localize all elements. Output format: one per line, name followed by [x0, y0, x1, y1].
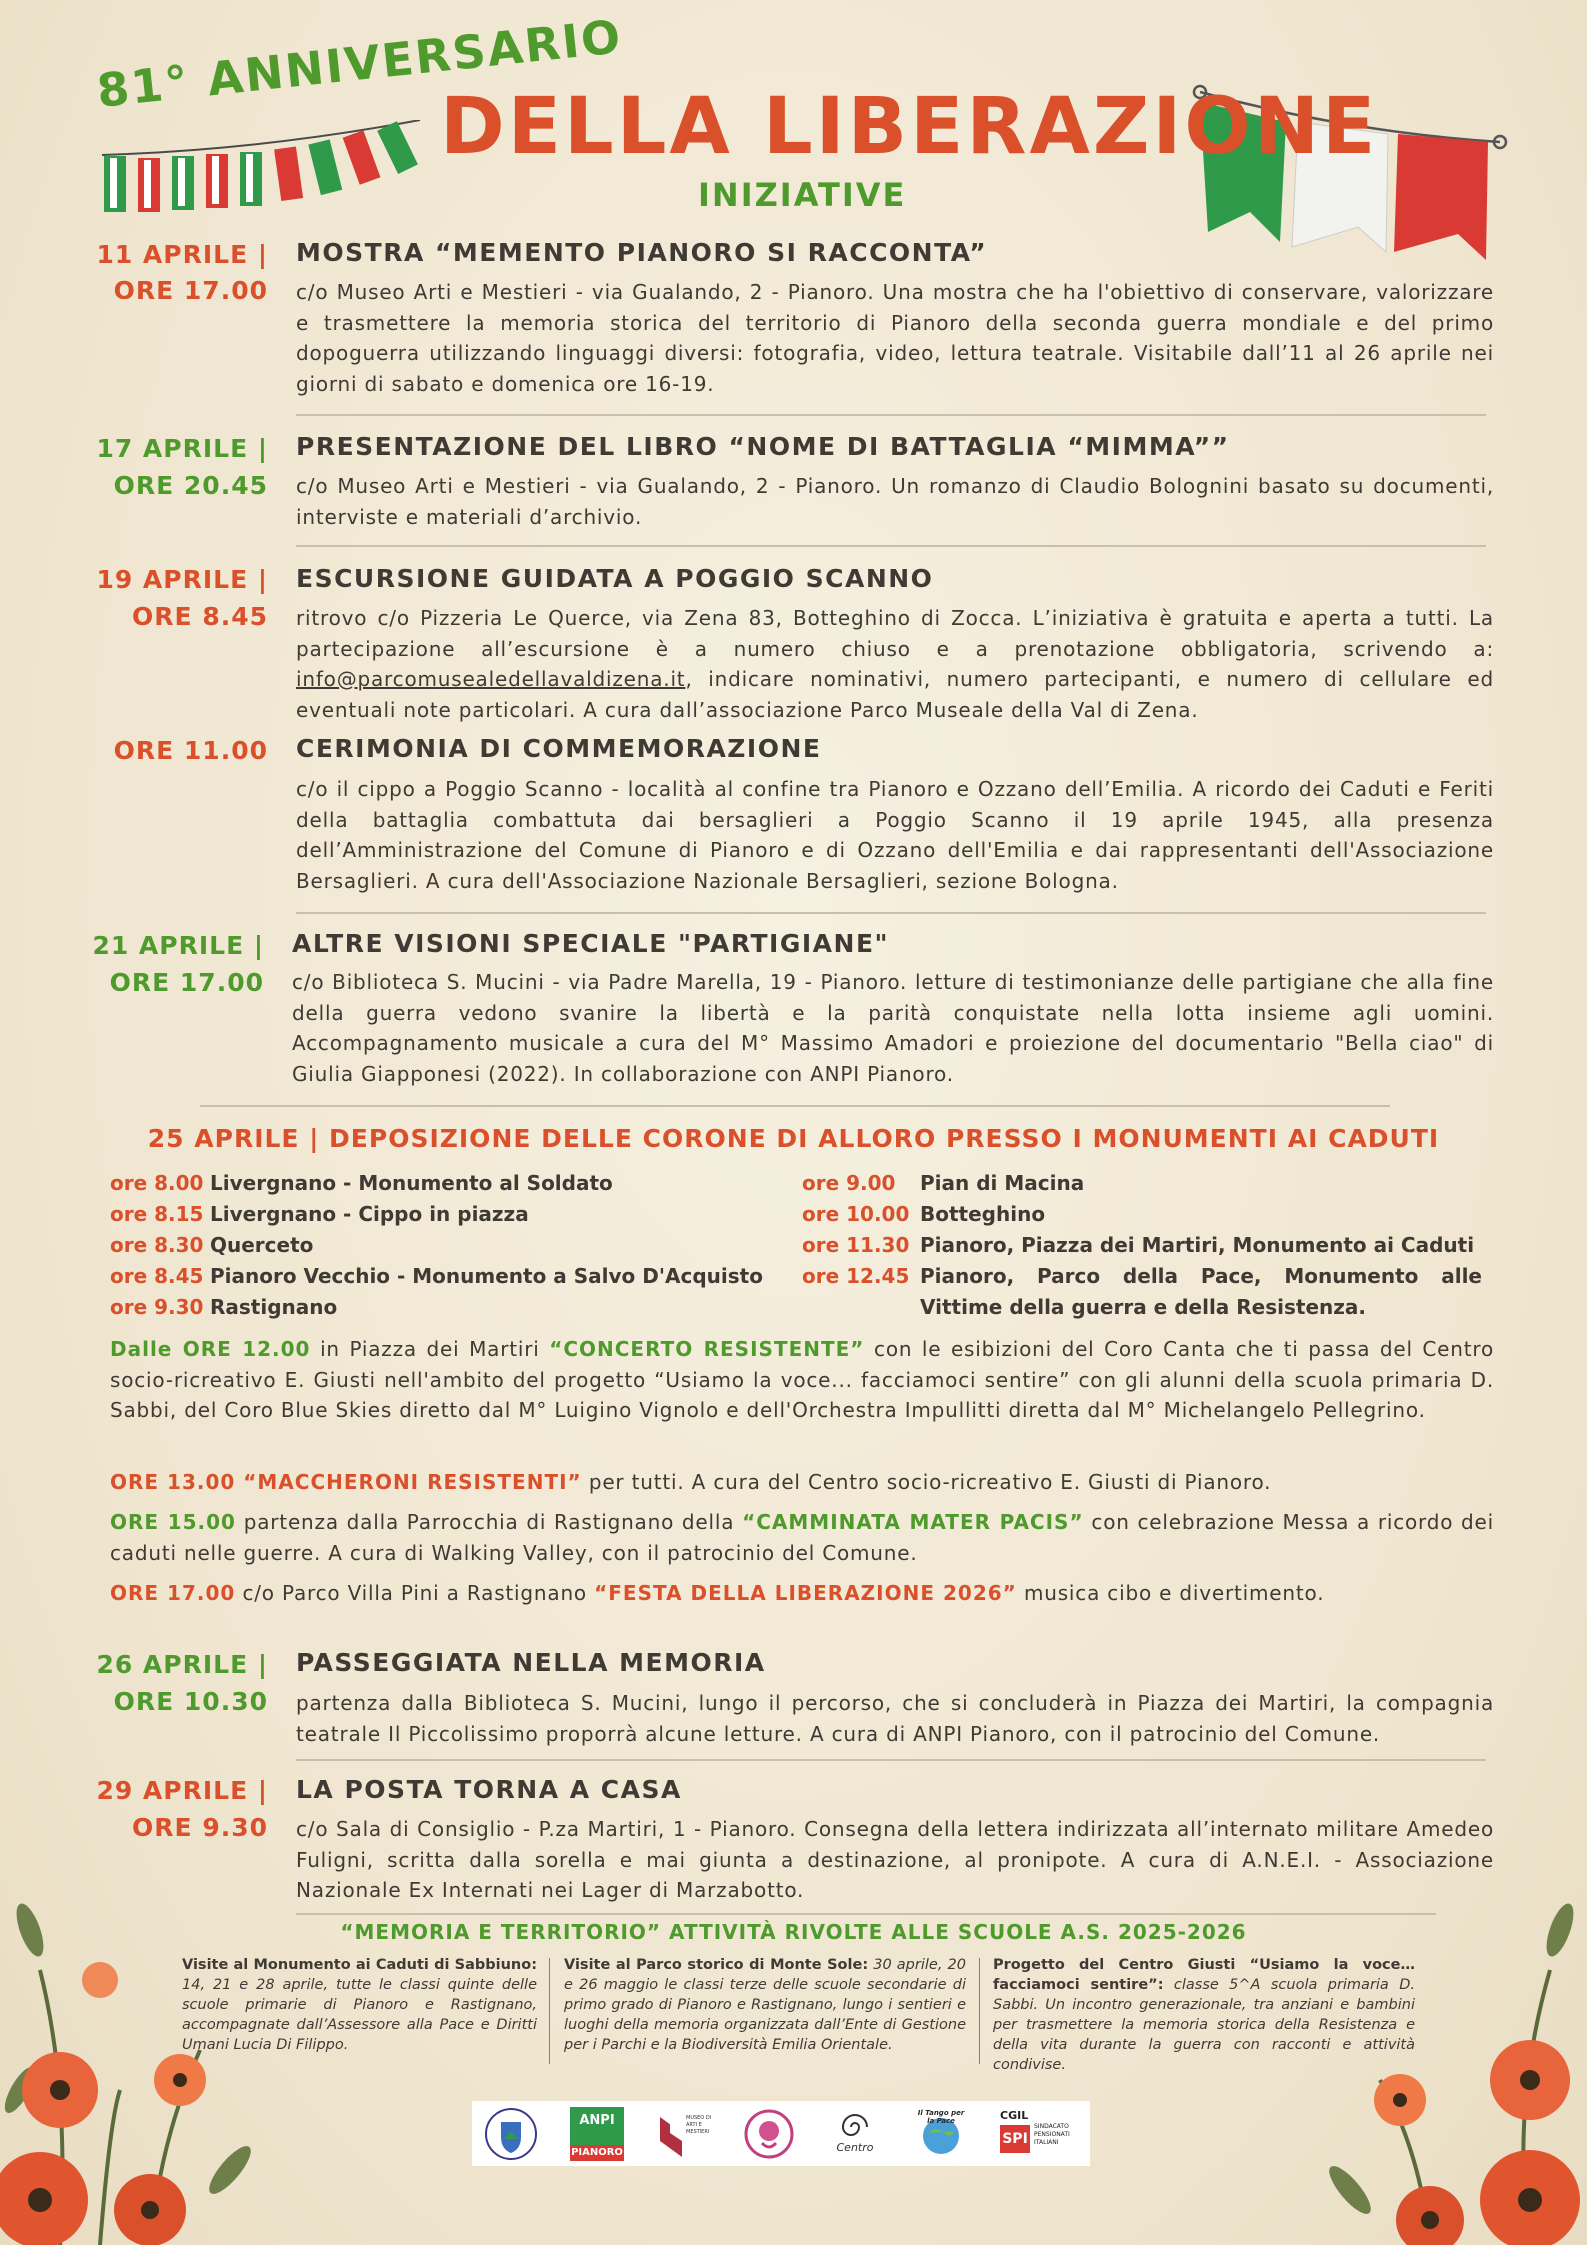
monument-list-left [110, 1168, 763, 1323]
monument-list-right [802, 1168, 1482, 1323]
event-description: partenza dalla Biblioteca S. Mucini, lungo il percorso, che si concluderà in Piazza dei Martiri, la compagnia teatrale Il Piccolissimo proporrà alcune letture. A cura di ANPI Pianoro, con il patrocinio del Comune. [296, 1691, 1494, 1746]
event-title: PASSEGGIATA NELLA MEMORIA [296, 1648, 766, 1677]
list-item: ore 8.30 Querceto [110, 1233, 314, 1257]
flower-logo [742, 2107, 796, 2161]
event-description: c/o Museo Arti e Mestieri - via Gualando, 2 - Pianoro. Una mostra che ha l'obiettivo di conservare, valorizzare e trasmettere la memoria storica del territorio di Pianoro della seconda guerra mondiale e del primo dopoguerra utilizzando linguaggi diversi: fotografia, video, lettura teatrale. Visitabile dall’11 al 26 aprile nei giorni di sabato e domenica ore 16-19. [296, 280, 1494, 396]
comune-pianoro-logo [484, 2107, 538, 2161]
list-item: ore 12.45 Pianoro, Parco della Pace, Monumento alle [802, 1264, 1482, 1288]
event-time: ORE 9.30 [132, 1813, 268, 1842]
schools-heading: “MEMORIA E TERRITORIO” ATTIVITÀ RIVOLTE ALLE SCUOLE A.S. 2025-2026 [340, 1920, 1247, 1944]
camminata-description: ORE 15.00 partenza dalla Parrocchia di Rastignano della “CAMMINATA MATER PACIS” con celebrazione Messa a ricordo dei caduti nelle guerre. A cura di Walking Valley, con il patrocinio del Comune. [110, 1510, 1494, 1565]
event-title: PRESENTAZIONE DEL LIBRO “NOME DI BATTAGLIA “MIMMA”” [296, 432, 1230, 461]
sponsor-logos [472, 2101, 1090, 2166]
page-subtitle: INIZIATIVE [698, 176, 907, 214]
event-date: 17 APRILE | [96, 434, 268, 463]
poppy-flowers-right-icon [1230, 1830, 1587, 2245]
april25-heading: 25 APRILE | DEPOSIZIONE DELLE CORONE DI ALLORO PRESSO I MONUMENTI AI CADUTI [147, 1124, 1440, 1153]
email-link[interactable]: info@parcomusealedellavaldizena.it [296, 667, 686, 691]
list-item: ore 9.30 Rastignano [110, 1295, 338, 1319]
event-time: ORE 17.00 [109, 968, 264, 997]
list-item: ore 8.00 Livergnano - Monumento al Soldato [110, 1171, 613, 1195]
divider [979, 1958, 980, 2064]
bunting-left-icon [100, 120, 430, 215]
event-description: c/o Sala di Consiglio - P.za Martiri, 1 - Pianoro. Consegna della lettera indirizzata all’internato militare Amedeo Fuligni, scritta dalla sorella e mai giunta a destinazione, al pronipote. A cura di A.N.E.I. - Associazione Nazionale Ex Internati nei Lager di Marzabotto. [296, 1817, 1494, 1902]
poppy-flowers-left-icon [0, 1790, 330, 2245]
tango-pace-logo: Il Tango per la Pace [914, 2107, 968, 2161]
event-description: ritrovo c/o Pizzeria Le Querce, via Zena 83, Botteghino di Zocca. L’iniziativa è gratuita e aperta a tutti. La partecipazione all’escursione è a numero chiuso e a prenotazione obbligatoria, scrivendo a: info@parcomusealedellavaldizena.it, indicare nominativi, numero partecipanti, e numero di cellulare ed eventuali note particolari. A cura dall’associazione Parco Museale della Val di Zena. [296, 606, 1494, 722]
anpi-logo: ANPI PIANORO [570, 2107, 624, 2161]
festa-description: ORE 17.00 c/o Parco Villa Pini a Rastignano “FESTA DELLA LIBERAZIONE 2026” musica cibo e divertimento. [110, 1581, 1325, 1605]
school-activity: Progetto del Centro Giusti “Usiamo la voce… facciamoci sentire”: classe 5^A scuola primaria D. Sabbi. Un incontro generazionale, tra anziani e bambini per trasmettere la memoria storica della Resistenza e della vita durante la guerra con racconti e attività condivise. [993, 1957, 1415, 2073]
school-activity: Visite al Parco storico di Monte Sole: 30 aprile, 20 e 26 maggio le classi terze delle scuole secondarie di primo grado di Pianoro e Rastignano, lungo i sentieri e luoghi della memoria organizzata dall’Ente di Gestione per i Parchi e la Biodiversità Emilia Orientale. [564, 1957, 966, 2053]
divider [296, 1759, 1486, 1761]
page-title: DELLA LIBERAZIONE [440, 82, 1379, 172]
event-date: 19 APRILE | [96, 565, 268, 594]
event-time: ORE 11.00 [113, 736, 268, 765]
event-title: CERIMONIA DI COMMEMORAZIONE [296, 734, 822, 763]
event-date: 29 APRILE | [96, 1776, 268, 1805]
centro-logo: Centro [828, 2107, 882, 2161]
event-description: c/o Biblioteca S. Mucini - via Padre Marella, 19 - Pianoro. letture di testimonianze delle partigiane che alla fine della guerra vedono svanire la libertà e la parità conquistate nella lotta insieme agli uomini. Accompagnamento musicale a cura del M° Massimo Amadori e proiezione del documentario "Bella ciao" di Giulia Giapponesi (2022). In collaborazione con ANPI Pianoro. [292, 970, 1494, 1086]
event-date: 11 APRILE | [96, 240, 268, 269]
concerto-description: Dalle ORE 12.00 in Piazza dei Martiri “CONCERTO RESISTENTE” con le esibizioni del Coro Canta che ti passa del Centro socio-ricreativo E. Giusti nell'ambito del progetto “Usiamo la voce... facciamoci sentire” con gli alunni della scuola primaria D. Sabbi, del Coro Blue Skies diretto dal M° Luigino Vignolo e dell'Orchestra Impullitti diretta dal M° Michelangelo Pellegrino. [110, 1337, 1495, 1422]
anniversary-label: 81° ANNIVERSARIO [94, 9, 625, 118]
list-item: ore 8.15 Livergnano - Cippo in piazza [110, 1202, 529, 1226]
divider [296, 912, 1486, 914]
event-time: ORE 17.00 [113, 276, 268, 305]
event-description: c/o il cippo a Poggio Scanno - località al confine tra Pianoro e Ozzano dell’Emilia. A ricordo dei Caduti e Feriti della battaglia combattuta dai bersaglieri a Poggio Scanno il 19 aprile 1945, alla presenza dell’Amministrazione del Comune di Pianoro e di Ozzano dell'Emilia e dai rappresentanti dell'Associazione Bersaglieri. A cura dell'Associazione Nazionale Bersaglieri, sezione Bologna. [296, 777, 1494, 893]
event-time: ORE 8.45 [132, 602, 268, 631]
event-title: ESCURSIONE GUIDATA A POGGIO SCANNO [296, 564, 934, 593]
list-item: ore 8.45 Pianoro Vecchio - Monumento a Salvo D'Acquisto [110, 1264, 763, 1288]
list-item: Vittime della guerra e della Resistenza. [920, 1295, 1366, 1319]
event-time: ORE 20.45 [113, 471, 268, 500]
event-title: ALTRE VISIONI SPECIALE "PARTIGIANE" [292, 929, 890, 958]
list-item: ore 10.00 Botteghino [802, 1202, 1046, 1226]
event-time: ORE 10.30 [113, 1687, 268, 1716]
divider [296, 414, 1486, 416]
event-title: MOSTRA “MEMENTO PIANORO SI RACCONTA” [296, 238, 988, 267]
event-description: c/o Museo Arti e Mestieri - via Gualando, 2 - Pianoro. Un romanzo di Claudio Bolognini basato su documenti, interviste e materiali d’archivio. [296, 474, 1494, 529]
event-date: 26 APRILE | [96, 1650, 268, 1679]
school-activity: Visite al Monumento ai Caduti di Sabbiuno: 14, 21 e 28 aprile, tutte le classi quinte delle scuole primarie di Pianoro e Rastignano, accompagnate dall’Assessore alla Pace e Diritti Umani Lucia Di Filippo. [182, 1957, 537, 2053]
list-item: ore 11.30 Pianoro, Piazza dei Martiri, Monumento ai Caduti [802, 1233, 1475, 1257]
divider [549, 1958, 550, 2064]
event-date: 21 APRILE | [92, 931, 264, 960]
list-item: ore 9.00 Pian di Macina [802, 1171, 1085, 1195]
museo-logo: MUSEO DI ARTI E MESTIERI [656, 2107, 710, 2161]
divider [296, 545, 1486, 547]
event-title: LA POSTA TORNA A CASA [296, 1775, 682, 1804]
cgil-spi-logo: CGIL SPI SINDACATO PENSIONATI ITALIANI [1000, 2107, 1084, 2161]
divider [200, 1105, 1390, 1107]
maccheroni-description: ORE 13.00 “MACCHERONI RESISTENTI” per tutti. A cura del Centro socio-ricreativo E. Giusti di Pianoro. [110, 1470, 1272, 1494]
